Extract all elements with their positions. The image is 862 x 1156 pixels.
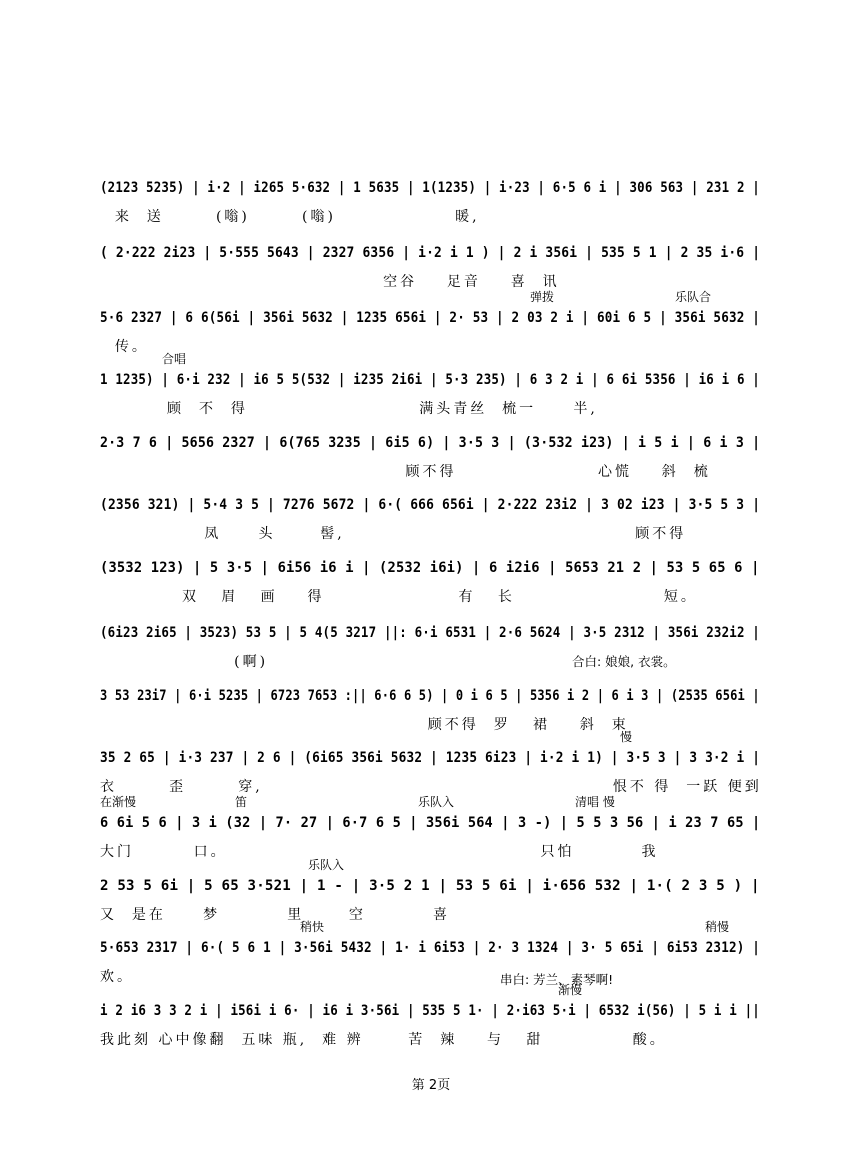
jianpu-notes: 3 53 23i7 | 6·i 5235 | 6723 7653 :|| 6·6 6 5) | 0 i 6 5 | 5356 i 2 | 6 i 3 | (2535 656i | [100, 688, 760, 704]
jianpu-notes: (6i23 2i65 | 3523) 53 5 | 5 4(5 3217 ||: 6·i 6531 | 2·6 5624 | 3·5 2312 | 356i 232i2 | [100, 625, 760, 641]
jianpu-notes: (2356 321) | 5·4 3 5 | 7276 5672 | 6·( 666 656i | 2·222 23i2 | 3 02 i23 | 3·5 5 3 | [100, 497, 761, 513]
performance-mark: 稍慢 [705, 920, 730, 934]
lyrics-line: 大门 口。 只怕 我 [100, 844, 659, 860]
lyrics-line: 顾 不 得 满头青丝 梳一 半, [100, 401, 598, 417]
lyrics-line: 顾不得 罗 裙 斜 束 [100, 717, 629, 733]
performance-mark: 稍快 [300, 920, 325, 934]
jianpu-notes: i 2 i6 3 3 2 i | i56i i 6· | i6 i 3·56i | 535 5 1· | 2·i63 5·i | 6532 i(56) | 5 i i || [100, 1003, 760, 1019]
performance-mark: 乐队入 [308, 858, 345, 872]
jianpu-notes: 6 6i 5 6 | 3 i (32 | 7· 27 | 6·7 6 5 | 356i 564 | 3 -) | 5 5 3 56 | i 23 7 65 | [100, 815, 761, 831]
jianpu-notes: 5·6 2327 | 6 6(56i | 356i 5632 | 1235 656i | 2· 53 | 2 03 2 i | 60i 6 5 | 356i 5632 | [100, 310, 761, 326]
performance-mark: 乐队合 [675, 290, 712, 304]
spoken-line: 合白: 娘娘, 衣裳。 [572, 654, 676, 669]
jianpu-notes: (3532 123) | 5 3·5 | 6i56 i6 i | (2532 i6i) | 6 i2i6 | 5653 21 2 | 53 5 65 6 | [100, 560, 760, 576]
lyrics-line: 欢。 [100, 969, 134, 985]
performance-mark: 笛 [235, 795, 248, 809]
lyrics-line: 衣 歪 穿, 恨不 得 一跃 便到 [100, 779, 762, 795]
lyrics-line: 传。 [100, 339, 149, 355]
lyrics-line: 顾不得 心慌 斜 梳 [100, 464, 711, 480]
jianpu-notes: 2 53 5 6i | 5 65 3·521 | 1 - | 3·5 2 1 | 53 5 6i | i·656 532 | 1·( 2 3 5 ) | [100, 878, 760, 894]
performance-mark: 乐队入 [418, 795, 455, 809]
performance-mark: 弹拨 [530, 290, 555, 304]
jianpu-notes: 1 1235) | 6·i 232 | i6 5 5(532 | i235 2i6i | 5·3 235) | 6 3 2 i | 6 6i 5356 | i6 i 6 | [100, 372, 760, 388]
jianpu-notes: 5·653 2317 | 6·( 5 6 1 | 3·56i 5432 | 1· i 6i53 | 2· 3 1324 | 3· 5 65i | 6i53 2312) | [100, 940, 761, 956]
jianpu-notes: 2·3 7 6 | 5656 2327 | 6(765 3235 | 6i5 6) | 3·5 3 | (3·532 i23) | i 5 i | 6 i 3 | [100, 435, 761, 451]
lyrics-line: 又 是在 梦 里 空 喜 [100, 907, 450, 923]
lyrics-line: 空谷 足音 喜 讯 [100, 274, 560, 290]
lyrics-line: 双 眉 画 得 有 长 短。 [100, 589, 698, 605]
performance-mark: 清唱 慢 [575, 795, 615, 809]
performance-mark: 合唱 [162, 352, 187, 366]
performance-mark: 渐慢 [558, 983, 583, 997]
performance-mark: 在渐慢 [100, 795, 137, 809]
lyrics-line: (啊) [100, 654, 269, 670]
lyrics-line: 我此刻 心中像翻 五味 瓶, 难 辨 苦 辣 与 甜 酸。 [100, 1032, 667, 1048]
performance-mark: 慢 [620, 730, 633, 744]
page-number: 第 2页 [411, 1078, 451, 1093]
lyrics-line: 来 送 (嗡) (嗡) 暖, [100, 209, 480, 225]
jianpu-notes: 35 2 65 | i·3 237 | 2 6 | (6i65 356i 5632 | 1235 6i23 | i·2 i 1) | 3·5 3 | 3 3·2 i | [100, 750, 761, 766]
jianpu-notes: (2123 5235) | i·2 | i265 5·632 | 1 5635 | 1(1235) | i·23 | 6·5 6 i | 306 563 | 231 2 | [100, 180, 760, 196]
jianpu-notes: ( 2·222 2i23 | 5·555 5643 | 2327 6356 | i·2 i 1 ) | 2 i 356i | 535 5 1 | 2 35 i·6 | [100, 245, 761, 261]
spoken-line: 串白: 芳兰、素琴啊! [500, 972, 614, 987]
lyrics-line: 凤 头 髻, 顾不得 [100, 526, 687, 542]
